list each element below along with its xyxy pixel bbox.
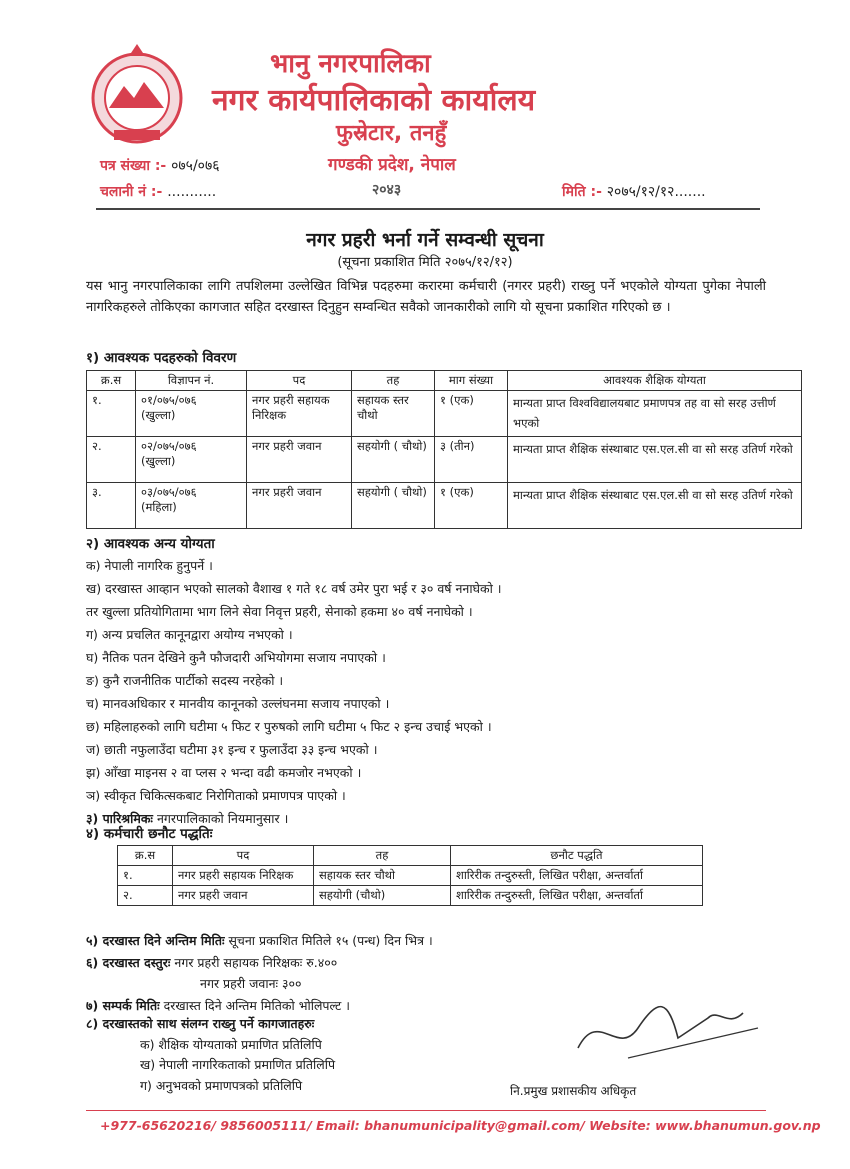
- office-stamp-year: २०४३: [372, 182, 402, 198]
- footer-contact: +977-65620216/ 9856005111/ Email: bhanumunicipality@gmail.com/ Website: www.bhanumun.gov.np: [100, 1118, 821, 1133]
- letter-number: [100, 156, 220, 175]
- salary-label: ३) पारिश्रमिकः: [86, 811, 153, 826]
- qualification-item: च) मानवअधिकार र मानवीय कानूनको उल्लंघनमा सजाय नपाएको ।: [86, 696, 390, 711]
- header-divider: [96, 208, 760, 210]
- fee-line2: नगर प्रहरी जवानः ३००: [200, 976, 302, 991]
- ad-type: (खुल्ला): [141, 408, 176, 422]
- ad-type: (महिला): [141, 500, 177, 514]
- table-row: [87, 437, 802, 483]
- qualification-item: छ) महिलाहरुको लागि घटीमा ५ फिट र पुरुषको लागि घटीमा ५ फिट २ इन्च उचाई भएको ।: [86, 719, 492, 734]
- notice-date: [562, 182, 706, 201]
- office-location: फुस्रेटार, तनहुँ: [336, 121, 447, 146]
- ad-number: ०१/०७५/०७६: [141, 393, 197, 407]
- col-method: छनौट पद्धति: [451, 846, 703, 866]
- qualification-item: ग) अन्य प्रचलित कानूनद्वारा अयोग्य नभएको ।: [86, 627, 293, 642]
- signatory-title: नि.प्रमुख प्रशासकीय अधिकृत: [510, 1084, 637, 1098]
- section4-heading: ४) कर्मचारी छनौट पद्धतिः: [86, 826, 213, 842]
- dispatch-number-label: चलानी नं :-: [100, 184, 163, 200]
- col-post: पद: [173, 846, 314, 866]
- col-sn: क्र.स: [118, 846, 173, 866]
- ad-number: ०२/०७५/०७६: [141, 439, 197, 453]
- contact-date-line: [86, 997, 350, 1014]
- cell-adno: [136, 483, 247, 529]
- cell-sn: २.: [118, 886, 173, 906]
- contact-date-text: दरखास्त दिने अन्तिम मितिको भोलिपल्ट ।: [163, 998, 350, 1013]
- cell-sn: १.: [87, 391, 136, 437]
- cell-adno: [136, 391, 247, 437]
- qualification-item: ख) दरखास्त आव्हान भएको सालको वैशाख १ गते १८ वर्ष उमेर पुरा भई र ३० वर्ष ननाघेको ।: [86, 581, 502, 596]
- deadline-label: ५) दरखास्त दिने अन्तिम मितिः: [86, 933, 225, 948]
- col-level: तह: [352, 371, 435, 391]
- cell-post: नगर प्रहरी जवान: [247, 437, 352, 483]
- cell-count: १ (एक): [435, 483, 508, 529]
- fee-line: [86, 954, 337, 971]
- document-item: क) शैक्षिक योग्यताको प्रमाणित प्रतिलिपि: [140, 1037, 322, 1052]
- notice-date-value: २०७५/१२/१२.......: [606, 184, 706, 200]
- qualification-item: झ) आँखा माइनस २ वा प्लस २ भन्दा वढी कमजोर नभएको ।: [86, 765, 362, 780]
- table-row: [87, 391, 802, 437]
- cell-level: सहयोगी ( चौथो): [352, 483, 435, 529]
- col-adno: विज्ञापन नं.: [136, 371, 247, 391]
- selection-table-header: [118, 846, 703, 866]
- table-row: [118, 886, 703, 906]
- qualification-item: घ) नैतिक पतन देखिने कुनै फौजदारी अभियोगमा सजाय नपाएको ।: [86, 650, 386, 665]
- posts-table-header: [87, 371, 802, 391]
- letter-number-label: पत्र संख्या :-: [100, 158, 167, 174]
- cell-post: नगर प्रहरी सहायक निरिक्षक: [247, 391, 352, 437]
- dispatch-number-value: ...........: [167, 184, 217, 200]
- qualification-item: ङ) कुनै राजनीतिक पार्टीको सदस्य नरहेको ।: [86, 673, 284, 688]
- cell-count: १ (एक): [435, 391, 508, 437]
- office-name: नगर कार्यपालिकाको कार्यालय: [212, 83, 536, 118]
- municipality-name: भानु नगरपालिका: [270, 49, 431, 79]
- qualification-item: तर खुल्ला प्रतियोगितामा भाग लिने सेवा निवृत्त प्रहरी, सेनाको हकमा ४० वर्ष ननाघेको ।: [86, 604, 473, 619]
- cell-post: नगर प्रहरी सहायक निरिक्षक: [173, 866, 314, 886]
- section1-heading: १) आवश्यक पदहरुको विवरण: [86, 350, 237, 366]
- cell-method: शारिरीक तन्दुरुस्ती, लिखित परीक्षा, अन्तर्वार्ता: [451, 886, 703, 906]
- col-qualification: आवश्यक शैक्षिक योग्यता: [508, 371, 802, 391]
- cell-count: ३ (तीन): [435, 437, 508, 483]
- qualification-item: ञ) स्वीकृत चिकित्सकबाट निरोगिताको प्रमाणपत्र पाएको ।: [86, 788, 346, 803]
- letter-number-value: ०७५/०७६: [171, 158, 220, 174]
- qualification-item: क) नेपाली नागरिक हुनुपर्ने ।: [86, 558, 213, 573]
- cell-level: सहयोगी (चौथो): [314, 886, 451, 906]
- cell-qualification: मान्यता प्राप्त शैक्षिक संस्थाबाट एस.एल.सी वा सो सरह उतिर्ण गरेको: [508, 483, 802, 529]
- cell-level: सहायक स्तर चौथो: [314, 866, 451, 886]
- document-item: ख) नेपाली नागरिकताको प्रमाणित प्रतिलिपि: [140, 1057, 336, 1072]
- cell-level: सहयोगी ( चौथो): [352, 437, 435, 483]
- ad-type: (खुल्ला): [141, 454, 176, 468]
- notice-date-label: मिति :-: [562, 184, 602, 200]
- selection-table: [117, 845, 703, 906]
- salary-text: नगरपालिकाको नियमानुसार ।: [156, 811, 289, 826]
- col-post: पद: [247, 371, 352, 391]
- document-item: ग) अनुभवको प्रमाणपत्रको प्रतिलिपि: [140, 1078, 303, 1093]
- qualification-item: ज) छाती नफुलाउँदा घटीमा ३१ इन्च र फुलाउँदा ३३ इन्च भएको ।: [86, 742, 378, 757]
- col-sn: क्र.स: [87, 371, 136, 391]
- notice-subtitle: (सूचना प्रकाशित मिति २०७५/१२/१२): [337, 255, 513, 270]
- section2-heading: २) आवश्यक अन्य योग्यता: [86, 536, 215, 552]
- handwritten-signature: [568, 988, 768, 1068]
- cell-sn: २.: [87, 437, 136, 483]
- notice-title: नगर प्रहरी भर्ना गर्ने सम्वन्धी सूचना: [306, 229, 544, 251]
- province-name: गण्डकी प्रदेश, नेपाल: [328, 155, 456, 175]
- col-level: तह: [314, 846, 451, 866]
- section8-heading: ८) दरखास्तको साथ संलग्न राख्नु पर्ने कागजातहरुः: [86, 1016, 315, 1031]
- cell-sn: १.: [118, 866, 173, 886]
- cell-method: शारिरीक तन्दुरुस्ती, लिखित परीक्षा, अन्तर्वार्ता: [451, 866, 703, 886]
- ad-number: ०३/०७५/०७६: [141, 485, 197, 499]
- fee-label: ६) दरखास्त दस्तुरः: [86, 955, 171, 970]
- col-count: माग संख्या: [435, 371, 508, 391]
- footer-divider: [86, 1110, 766, 1111]
- posts-table: [86, 370, 802, 529]
- table-row: [87, 483, 802, 529]
- cell-qualification: मान्यता प्राप्त शैक्षिक संस्थाबाट एस.एल.सी वा सो सरह उतिर्ण गरेको: [508, 437, 802, 483]
- notice-intro: यस भानु नगरपालिकाका लागि तपशिलमा उल्लेखित विभिन्न पदहरुमा करारमा कर्मचारी (नगरर प्रहरी) राख्नु पर्ने भएकोले योग्यता पुगेका नेपाली नागरिकहरुले तोकिएका कागजात सहित दरखास्त दिनुहुन सम्वन्धित सवैको जानकारीको लागि यो सूचना प्रकाशित गरिएको छ ।: [86, 279, 766, 315]
- cell-level: सहायक स्तर चौथो: [352, 391, 435, 437]
- contact-date-label: ७) सम्पर्क मितिः: [86, 998, 160, 1013]
- cell-post: नगर प्रहरी जवान: [173, 886, 314, 906]
- cell-qualification: मान्यता प्राप्त विश्वविद्यालयबाट प्रमाणपत्र तह वा सो सरह उत्तीर्ण भएको: [508, 391, 802, 437]
- cell-post: नगर प्रहरी जवान: [247, 483, 352, 529]
- fee-line1: नगर प्रहरी सहायक निरिक्षकः रु.४००: [174, 955, 338, 970]
- cell-sn: ३.: [87, 483, 136, 529]
- dispatch-number: [100, 182, 216, 201]
- table-row: [118, 866, 703, 886]
- cell-adno: [136, 437, 247, 483]
- deadline-text: सूचना प्रकाशित मितिले १५ (पन्ध) दिन भित्र ।: [228, 933, 433, 948]
- municipality-emblem: [84, 42, 190, 150]
- deadline-line: [86, 932, 433, 949]
